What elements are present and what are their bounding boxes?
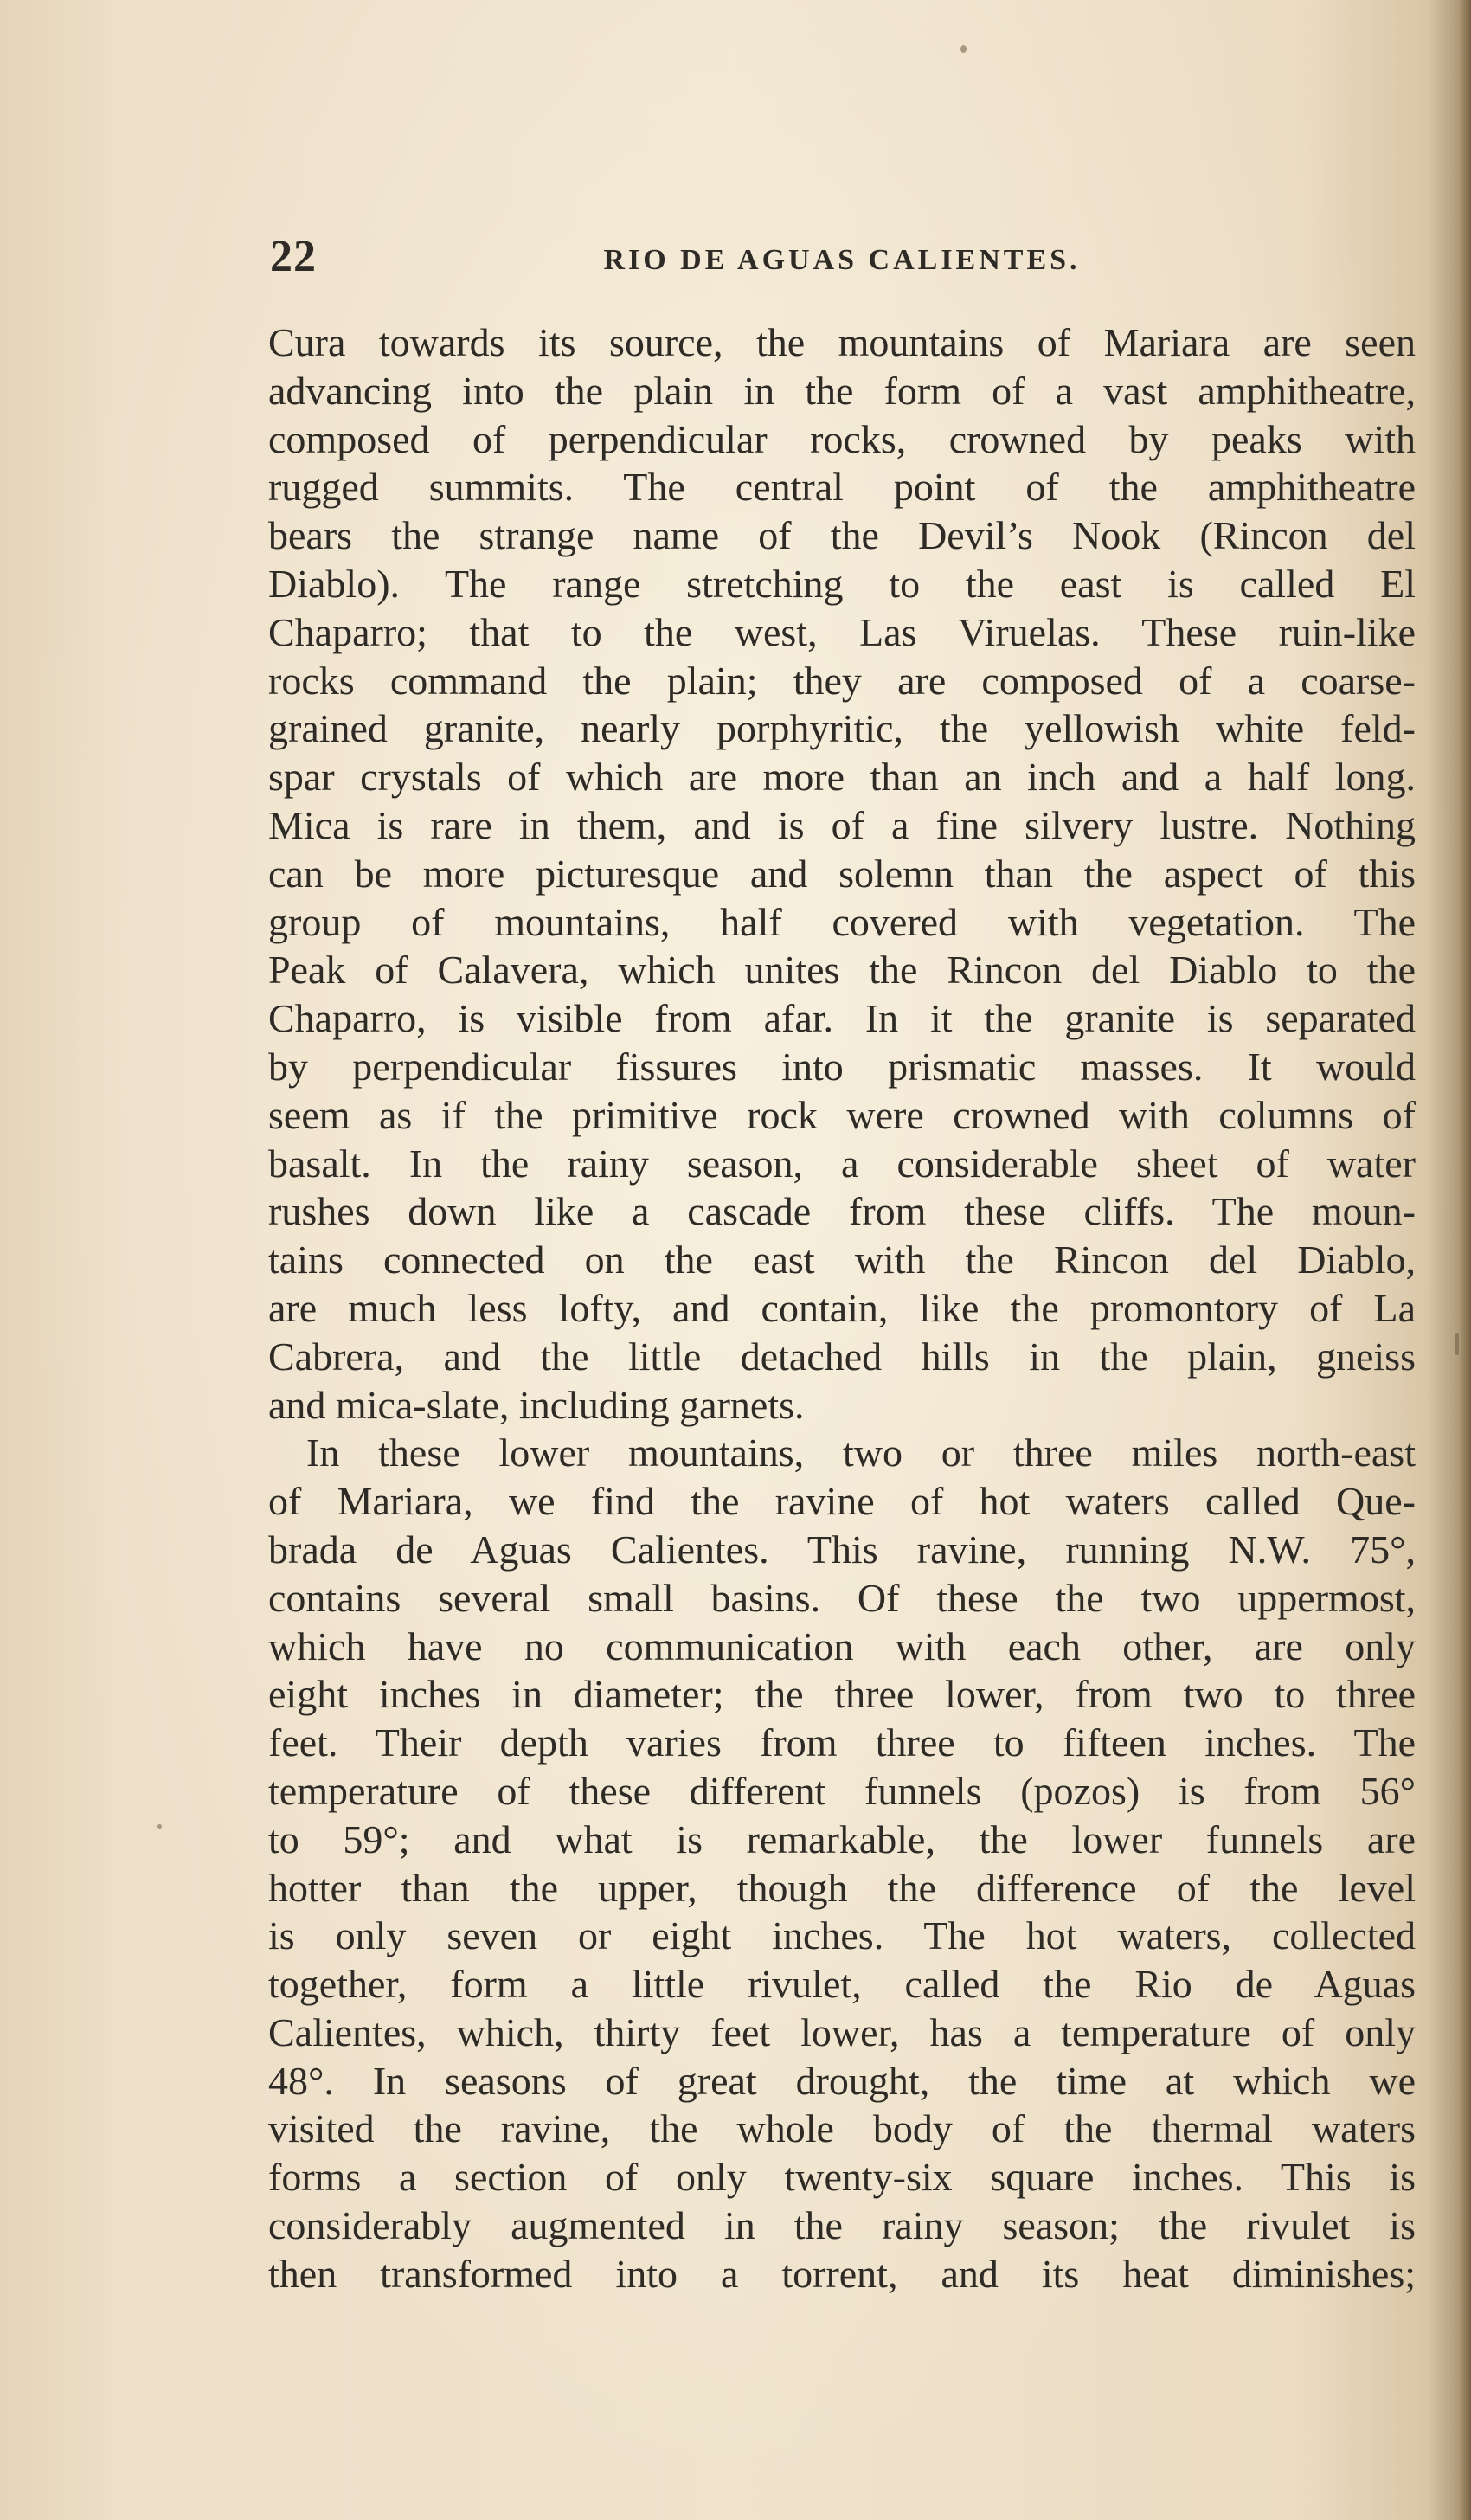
text-line: feet. Their depth varies from three to fifteen inches. The [268,1720,1416,1765]
text-line: then transformed into a torrent, and its heat diminishes; [268,2251,1416,2296]
text-line: which have no communication with each other, are only [268,1623,1416,1668]
text-line: advancing into the plain in the form of a vast amphitheatre, [268,368,1416,413]
paragraph-end-line: and mica-slate, including garnets. [268,1382,805,1427]
text-line: grained granite, nearly porphyritic, the yellowish white feld- [268,706,1416,751]
text-line: Calientes, which, thirty feet lower, has a temperature of only [268,2009,1416,2054]
text-line: can be more picturesque and solemn than the aspect of this [268,851,1416,896]
text-line: brada de Aguas Calientes. This ravine, running N.W. 75°, [268,1527,1416,1572]
text-line: Cura towards its source, the mountains of Mariara are seen [268,320,1416,364]
text-line: of Mariara, we find the ravine of hot waters called Que- [268,1479,1416,1524]
page-header [270,227,1414,287]
text-line: Chaparro; that to the west, Las Viruelas. These ruin-like [268,609,1416,654]
paper-speck [960,45,967,53]
text-line: forms a section of only twenty-six square inches. This is [268,2155,1416,2200]
text-line: seem as if the primitive rock were crowned with columns of [268,1092,1416,1137]
text-line: 48°. In seasons of great drought, the time at which we [268,2058,1416,2103]
text-line: Diablo). The range stretching to the east is called El [268,561,1416,606]
running-head: RIO DE AGUAS CALIENTES. [603,244,1081,276]
text-line: Chaparro, is visible from afar. In it the granite is separated [268,996,1416,1041]
text-line: hotter than the upper, though the difference of the level [268,1865,1416,1910]
text-line: rocks command the plain; they are composed of a coarse- [268,658,1416,703]
page-number: 22 [270,232,317,281]
text-line: are much less lofty, and contain, like the promontory of La [268,1285,1416,1330]
paragraph-start-line: In these lower mountains, two or three miles north-east [306,1430,1416,1475]
text-line: is only seven or eight inches. The hot waters, collected [268,1913,1416,1958]
paper-speck [1455,1333,1459,1355]
text-line: Peak of Calavera, which unites the Rincon del Diablo to the [268,948,1416,993]
text-line: rushes down like a cascade from these cliffs. The moun- [268,1189,1416,1234]
text-line: Cabrera, and the little detached hills in the plain, gneiss [268,1334,1416,1379]
text-line: Mica is rare in them, and is of a fine silvery lustre. Nothing [268,802,1416,847]
page-edge-shadow [1459,0,1471,2520]
text-line: by perpendicular fissures into prismatic masses. It would [268,1044,1416,1089]
text-line: contains several small basins. Of these the two uppermost, [268,1575,1416,1620]
text-line: bears the strange name of the Devil’s Nook (Rincon del [268,513,1416,558]
text-line: rugged summits. The central point of the amphitheatre [268,465,1416,510]
text-line: group of mountains, half covered with vegetation. The [268,899,1416,944]
text-line: visited the ravine, the whole body of the thermal waters [268,2106,1416,2151]
text-line: to 59°; and what is remarkable, the lower funnels are [268,1816,1416,1861]
text-line: together, form a little rivulet, called the Rio de Aguas [268,1962,1416,2007]
text-line: tains connected on the east with the Rincon del Diablo, [268,1238,1416,1282]
text-line: considerably augmented in the rainy season; the rivulet is [268,2203,1416,2248]
text-line: composed of perpendicular rocks, crowned by peaks with [268,416,1416,461]
text-line: temperature of these different funnels (pozos) is from 56° [268,1768,1416,1813]
text-line: spar crystals of which are more than an inch and a half long. [268,755,1416,800]
text-line: basalt. In the rainy season, a considerable sheet of water [268,1141,1416,1186]
body-text [268,318,1416,2298]
text-line: eight inches in diameter; the three lower, from two to three [268,1672,1416,1717]
paper-speck [157,1824,162,1829]
